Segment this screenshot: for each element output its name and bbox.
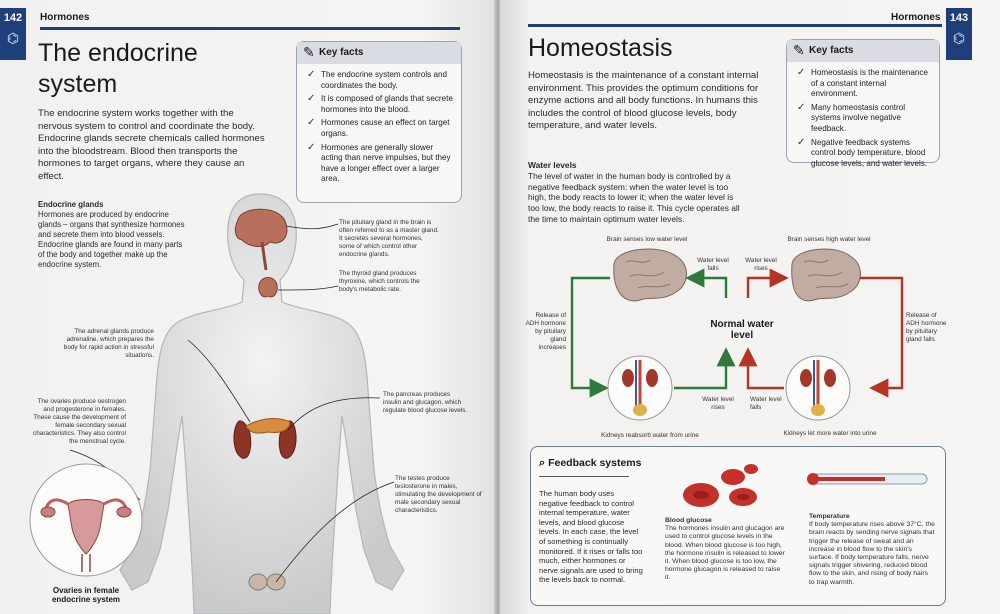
label-adrenal: The adrenal glands produce adrenaline, which prepares the body for rapid action in stressful situations.: [63, 328, 154, 359]
label-brain-high: Brain senses high water level: [787, 236, 871, 243]
check-icon: ✓: [307, 69, 316, 80]
blood-cells-illustration: [681, 459, 761, 517]
feedback-rule: [539, 476, 629, 477]
intro-text: The endocrine system works together with the nervous system to control and coordinate the body. Endocrine glands secrete chemicals called hormones into the bloodstream. Blood then transports the hormones to target organs, where they cause an effect.: [38, 108, 265, 182]
pin-icon: ✎: [303, 44, 315, 60]
label-normal-water-level: Normal water level: [710, 319, 774, 341]
water-levels-section: [528, 160, 742, 225]
key-fact-item: ✓ The endocrine system controls and coordinates the body.: [307, 69, 447, 90]
label-thyroid: The thyroid gland produces thyroxine, which controls the body's metabolic rate.: [339, 270, 420, 293]
check-icon: ✓: [307, 117, 316, 129]
running-head: Hormones: [891, 12, 941, 23]
page-number-tab: [0, 8, 26, 60]
header-rule: [40, 27, 460, 30]
feedback-systems-box: [530, 446, 946, 606]
key-fact-item: ✓ Hormones cause an effect on target organs.: [307, 117, 450, 138]
label-kidney-right: Kidneys let more water into urine: [783, 430, 877, 437]
pin-icon: ✎: [793, 42, 805, 58]
intro-text: Homeostasis is the maintenance of a constant internal environment. This provides the optimum conditions for enzyme actions and all body functions. In humans this includes the control of blood glucose levels, body temperature, and water levels.: [528, 70, 759, 131]
header-rule: [528, 24, 942, 27]
key-fact-item: ✓ Many homeostasis control systems involve negative feedback.: [797, 101, 906, 133]
key-facts-box: [786, 39, 940, 168]
label-pituitary: The pituitary gland in the brain is often referred to as a master gland. It secretes several hormones, some of which control other endocrine glands.: [339, 219, 439, 258]
key-fact-item: ✓ Homeostasis is the maintenance of a constant internal environment.: [797, 67, 928, 99]
brain-right: [792, 249, 861, 301]
key-facts-box: [296, 41, 462, 203]
blood-glucose-section: Blood glucose The hormones insulin and glucagon are used to control glucose levels in the blood. When blood glucose is too high, the hormone insulin is released to lower it. When blood glucose is too low, the hormone glucagon is released to raise it.: [665, 517, 785, 582]
check-icon: ✓: [797, 101, 806, 113]
ovaries-inset: [28, 458, 144, 582]
page-number-tab: [946, 8, 972, 60]
label-rises-top: Water level rises: [745, 257, 777, 272]
label-kidney-left: Kidneys reabsorb water from urine: [601, 432, 699, 439]
label-pancreas: The pancreas produces insulin and glucagon, which regulate blood glucose levels.: [383, 391, 468, 414]
section-heading: Water levels: [528, 160, 577, 170]
label-falls-bottom: Water level falls: [750, 396, 782, 411]
section-heading: Endocrine glands: [38, 200, 104, 209]
feedback-text: The human body uses negative feedback to control internal temperature, water levels, and blood glucose levels. In each case, the level of something is continually monitored. If it rises or falls too much, either hormones or nerve signals are used to bring the levels back to normal.: [539, 489, 643, 585]
label-rises-bottom: Water level rises: [702, 396, 734, 411]
page-title: The endocrine system: [38, 39, 198, 98]
label-falls-top: Water level falls: [697, 257, 729, 272]
magnifier-icon: ⌕: [539, 457, 546, 469]
check-icon: ✓: [307, 141, 316, 153]
page-title: Homeostasis: [528, 34, 673, 62]
label-ovaries: The ovaries produce oestrogen and progesterone in females. These cause the development of female secondary sexual characteristics. They also control the menstrual cycle.: [33, 398, 126, 445]
kidney-left: [608, 356, 672, 420]
check-icon: ✓: [797, 136, 806, 148]
temperature-section: Temperature If body temperature rises above 37°C, the brain reacts by sending nerve signals that trigger the release of sweat and an increase in blood flow to the skin's surface. If body temperature falls, nerve signals trigger shivering, reduced blood flow to the skin, and rising of body hairs to trap warmth.: [809, 513, 935, 586]
dna-icon: ⌬: [6, 30, 20, 46]
running-head: Hormones: [40, 12, 90, 23]
left-page: [0, 0, 497, 614]
page-number: 142: [3, 12, 23, 24]
feedback-heading: ⌕ Feedback systems: [539, 457, 642, 469]
dna-icon: ⌬: [952, 30, 966, 46]
key-facts-list: [787, 62, 939, 169]
right-page: [500, 0, 1000, 614]
check-icon: ✓: [797, 67, 806, 78]
check-icon: ✓: [307, 93, 316, 105]
key-facts-heading: Key facts: [297, 42, 461, 64]
brain-left: [614, 249, 687, 301]
page-number: 143: [949, 12, 969, 24]
key-fact-item: ✓ Negative feedback systems control body temperature, blood glucose levels, and water levels.: [797, 136, 928, 168]
label-brain-low: Brain senses low water level: [606, 236, 688, 243]
section-text: Hormones are produced by endocrine glands – organs that synthesize hormones and secrete them into blood vessels. Endocrine glands are found in many parts of the body and together make up the endocrine system.: [38, 210, 185, 269]
thermometer-icon: [803, 469, 933, 489]
key-fact-item: ✓ It is composed of glands that secrete hormones into the blood.: [307, 93, 453, 114]
key-facts-heading: Key facts: [787, 40, 939, 62]
label-testes: The testes produce testosterone in males, stimulating the development of male secondary sexual characteristics.: [395, 475, 482, 514]
key-facts-list: [297, 64, 461, 185]
kidney-right: [786, 356, 850, 420]
label-adh-increase: Release of ADH hormone by pituitary gland increases: [525, 312, 566, 351]
key-fact-item: ✓ Hormones are generally slower acting than nerve impulses, but they have a longer effect over a larger area.: [307, 141, 451, 184]
label-adh-fall: Release of ADH hormone by pituitary gland falls: [906, 312, 947, 343]
ovaries-caption: Ovaries in female endocrine system: [51, 586, 121, 604]
section-text: The level of water in the human body is controlled by a negative feedback system: when the water level is too high, the body reacts to lower it; when the water level is too low, the body reacts to raise it. This cycle operates all the time to maintain optimum water levels.: [528, 170, 740, 224]
